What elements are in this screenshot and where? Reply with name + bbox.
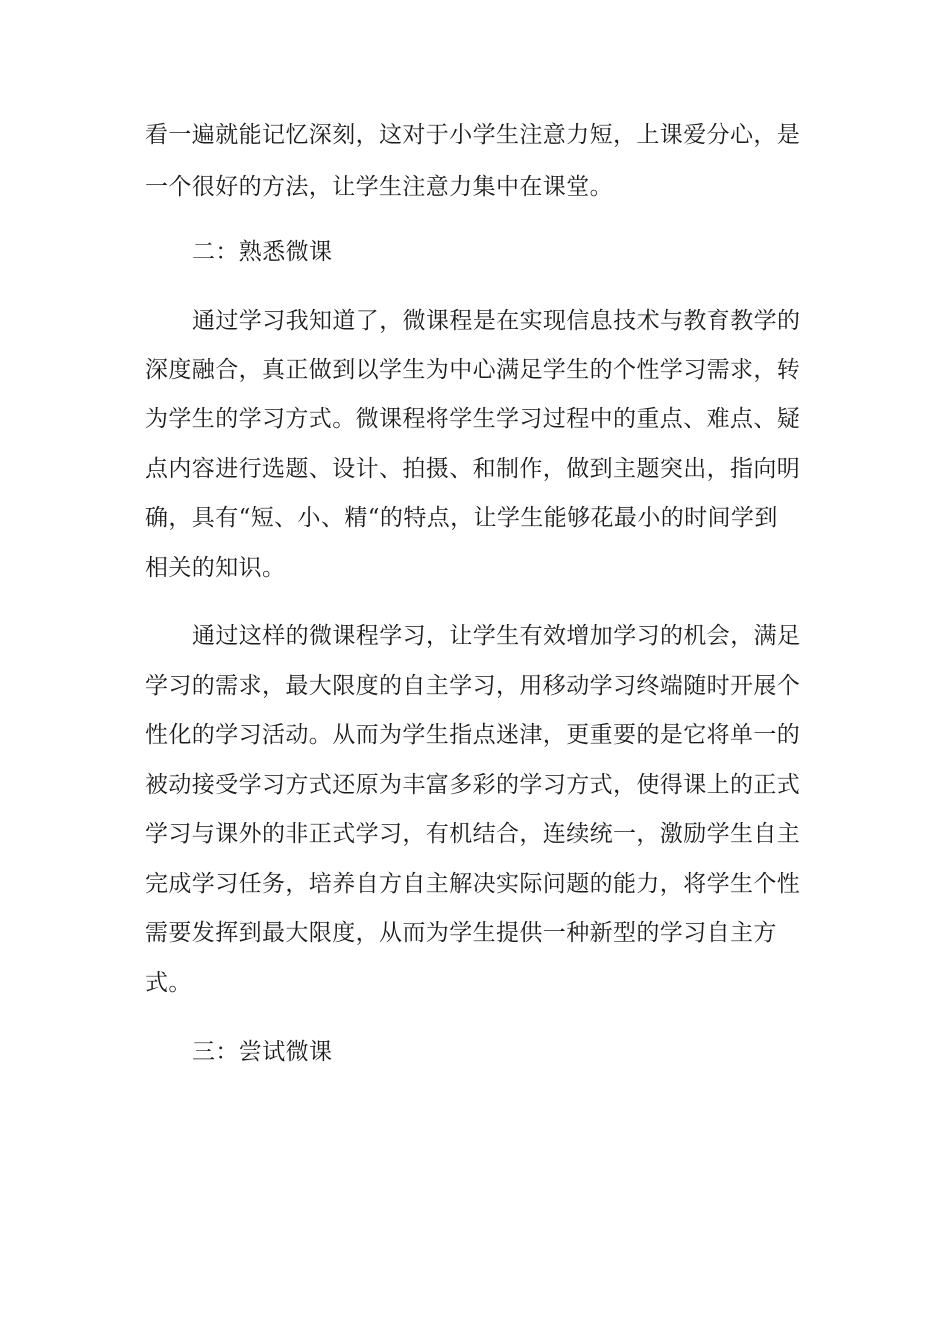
text-line: 为学生的学习方式。微课程将学生学习过程中的重点、难点、疑	[145, 406, 801, 432]
text-line: 看一遍就能记忆深刻，这对于小学生注意力短，上课爱分心，是	[145, 122, 801, 148]
text-line: 学习的需求，最大限度的自主学习，用移动学习终端随时开展个	[145, 673, 801, 699]
text-line: 一个很好的方法，让学生注意力集中在课堂。	[145, 174, 613, 200]
text-line: 需要发挥到最大限度，从而为学生提供一种新型的学习自主方	[145, 920, 777, 946]
text-line: 学习与课外的非正式学习，有机结合，连续统一，激励学生自主	[145, 821, 801, 847]
text-line: 通过学习我知道了，微课程是在实现信息技术与教育教学的	[192, 308, 801, 334]
text-line: 被动接受学习方式还原为丰富多彩的学习方式，使得课上的正式	[145, 772, 801, 798]
text-line: 确，具有“短、小、精“的特点，让学生能够花最小的时间学到	[145, 505, 778, 531]
text-line: 性化的学习活动。从而为学生指点迷津，更重要的是它将单一的	[145, 722, 801, 748]
text-line: 式。	[145, 970, 192, 996]
section-heading: 二：熟悉微课	[192, 239, 333, 265]
text-line: 点内容进行选题、设计、拍摄、和制作，做到主题突出，指向明	[145, 456, 801, 482]
section-heading: 三：尝试微课	[192, 1039, 333, 1065]
text-line: 深度融合，真正做到以学生为中心满足学生的个性学习需求，转	[145, 357, 801, 383]
text-line: 完成学习任务，培养自方自主解决实际问题的能力，将学生个性	[145, 871, 801, 897]
text-line: 通过这样的微课程学习，让学生有效增加学习的机会，满足	[192, 623, 801, 649]
text-line: 相关的知识。	[145, 555, 286, 581]
